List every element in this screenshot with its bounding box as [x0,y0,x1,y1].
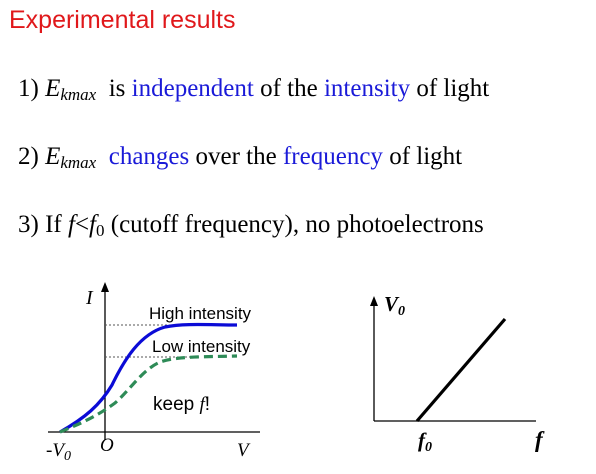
result-1-sub: kmax [60,85,97,104]
result-1-text-3: of light [416,75,490,102]
iv-y-label: I [86,287,93,309]
iv-x-label: V [237,440,249,461]
result-3-var-f: f [67,211,75,238]
keep-label: keep f! [153,394,211,415]
stopping-voltage-label: $-V_0$ [46,440,71,464]
result-2-number: 2) [18,143,39,170]
threshold-frequency-label: f0 [418,428,432,455]
vf-x-label: f [535,427,543,452]
low-intensity-curve [60,356,237,432]
result-2-var: E [45,143,61,170]
vf-y-arrow-icon [370,296,378,306]
result-1-highlight-2: intensity [323,75,411,102]
result-1-number: 1) [18,75,39,102]
result-1-text-1: is [108,75,126,102]
result-3-sub0: 0 [96,221,105,240]
result-2-text-2: over the [195,143,277,170]
result-2-sub: kmax [60,153,97,172]
iv-origin-label: O [100,435,114,456]
result-1-text-2: of the [260,75,318,102]
high-intensity-label: High intensity [149,304,252,323]
result-3-var-f0: f [89,211,96,238]
iv-y-arrow-icon [101,282,109,292]
low-intensity-label: Low intensity [152,337,251,356]
vf-y-label: V0 [384,292,406,319]
result-3-text: (cutoff frequency), no photoelectrons [110,211,484,238]
vf-line [417,319,505,421]
result-2-highlight-2: frequency [282,143,383,170]
result-2-highlight-1: changes [108,143,190,170]
slide-title: Experimental results [9,6,236,34]
result-1-var: E [45,75,61,102]
result-3-operator: < [74,211,90,238]
result-2-text-3: of light [389,143,463,170]
result-1-highlight-1: independent [131,75,254,102]
result-3-number: 3) If [18,211,62,238]
